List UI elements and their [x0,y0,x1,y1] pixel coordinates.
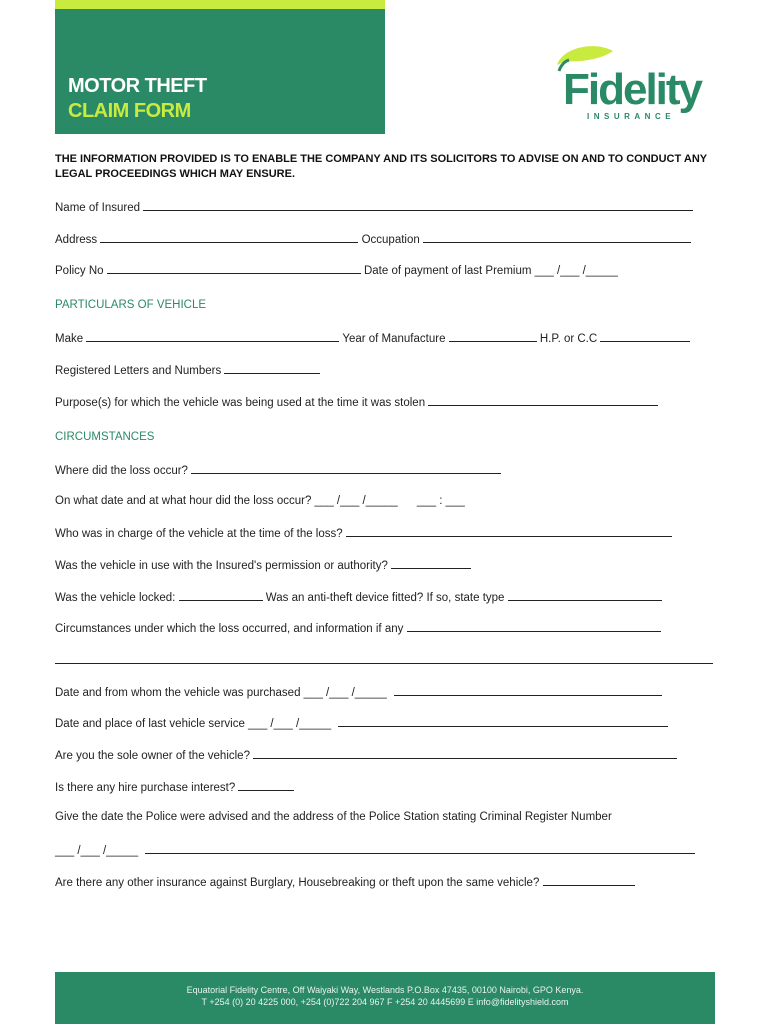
police-label: Give the date the Police were advised and the address of the Police Station stating Criminal Register Number [55,811,612,823]
logo-subtitle: INSURANCE [587,112,676,121]
year-of-manufacture-label: Year of Manufacture [342,333,446,345]
police-date-label[interactable]: ___ /___ /_____ [55,845,139,857]
policy-no-field[interactable] [107,263,361,274]
circumstances-field[interactable] [407,621,661,632]
make-field[interactable] [86,331,339,342]
purchased-label[interactable]: Date and from whom the vehicle was purchased ___ /___ /_____ [55,687,387,699]
where-row [55,463,501,477]
purchased-field[interactable] [394,685,662,696]
hire-purchase-row [55,780,294,794]
service-label[interactable]: Date and place of last vehicle service ___ /___ /_____ [55,718,332,730]
permission-row [55,558,471,572]
logo-wordmark: Fidelity [563,65,702,114]
sole-owner-row [55,748,677,762]
policy-row [55,263,618,277]
purpose-label: Purpose(s) for which the vehicle was being used at the time it was stolen [55,397,426,409]
policy-no-label: Policy No [55,265,104,277]
police-date-row [55,843,695,857]
permission-label: Was the vehicle in use with the Insured's permission or authority? [55,560,388,572]
sole-owner-label: Are you the sole owner of the vehicle? [55,750,250,762]
date-of-payment-label[interactable]: Date of payment of last Premium ___ /___ /_____ [363,265,618,277]
occupation-label: Occupation [361,234,420,246]
occupation-field[interactable] [423,232,691,243]
fidelity-logo [555,40,720,125]
address-label: Address [55,234,98,246]
where-field[interactable] [191,463,501,474]
footer-address: Equatorial Fidelity Centre, Off Waiyaki Way, Westlands P.O.Box 47435, 00100 Nairobi, GPO Kenya. [186,985,584,995]
address-row [55,232,691,246]
when-row [55,495,465,507]
make-row [55,331,690,345]
make-label: Make [55,333,84,345]
other-insurance-label: Are there any other insurance against Burglary, Housebreaking or theft upon the same vehicle? [55,877,540,889]
where-label: Where did the loss occur? [55,465,188,477]
locked-field[interactable] [179,590,263,601]
antitheft-field[interactable] [508,590,662,601]
registered-row [55,363,320,377]
name-of-insured-field[interactable] [143,200,693,211]
footer-band [55,972,715,1024]
form-title-line2: CLAIM FORM [68,100,191,122]
footer-contacts: T +254 (0) 20 4225 000, +254 (0)722 204 967 F +254 20 4445699 E info@fidelityshield.com [201,997,569,1007]
other-insurance-row [55,875,635,889]
address-field[interactable] [100,232,358,243]
who-row [55,526,672,540]
police-field[interactable] [145,843,695,854]
hp-cc-label: H.P. or C.C [539,333,598,345]
purpose-row [55,395,658,409]
hire-purchase-field[interactable] [238,780,294,791]
name-of-insured-row [55,200,693,214]
registered-field[interactable] [224,363,320,374]
section-heading-vehicle: PARTICULARS OF VEHICLE [55,299,207,311]
antitheft-label: Was an anti-theft device fitted? If so, state type [265,592,505,604]
who-label: Who was in charge of the vehicle at the time of the loss? [55,528,343,540]
form-title-line1: MOTOR THEFT [68,75,207,97]
circumstances-row [55,621,661,635]
police-row [55,811,612,823]
who-field[interactable] [346,526,672,537]
service-row [55,716,668,730]
purchased-row [55,685,662,699]
year-of-manufacture-field[interactable] [449,331,537,342]
header-accent-strip [55,0,385,9]
section-heading-circumstances: CIRCUMSTANCES [55,431,155,443]
hire-purchase-label: Is there any hire purchase interest? [55,782,236,794]
other-insurance-field[interactable] [543,875,635,886]
purpose-field[interactable] [428,395,658,406]
circumstances-continuation-line[interactable] [55,663,713,664]
circumstances-label: Circumstances under which the loss occurred, and information if any [55,623,404,635]
intro-statement: THE INFORMATION PROVIDED IS TO ENABLE THE COMPANY AND ITS SOLICITORS TO ADVISE ON AND TO CONDUCT ANY LEGAL PROCEEDINGS WHICH MAY ENSURE. [55,153,707,180]
registered-label: Registered Letters and Numbers [55,365,222,377]
name-of-insured-label: Name of Insured [55,202,141,214]
service-field[interactable] [338,716,668,727]
locked-row [55,590,662,604]
permission-field[interactable] [391,558,471,569]
hp-cc-field[interactable] [600,331,690,342]
when-label[interactable]: On what date and at what hour did the loss occur? ___ /___ /_____ ___ : ___ [55,495,465,507]
locked-label: Was the vehicle locked: [55,592,176,604]
sole-owner-field[interactable] [253,748,677,759]
